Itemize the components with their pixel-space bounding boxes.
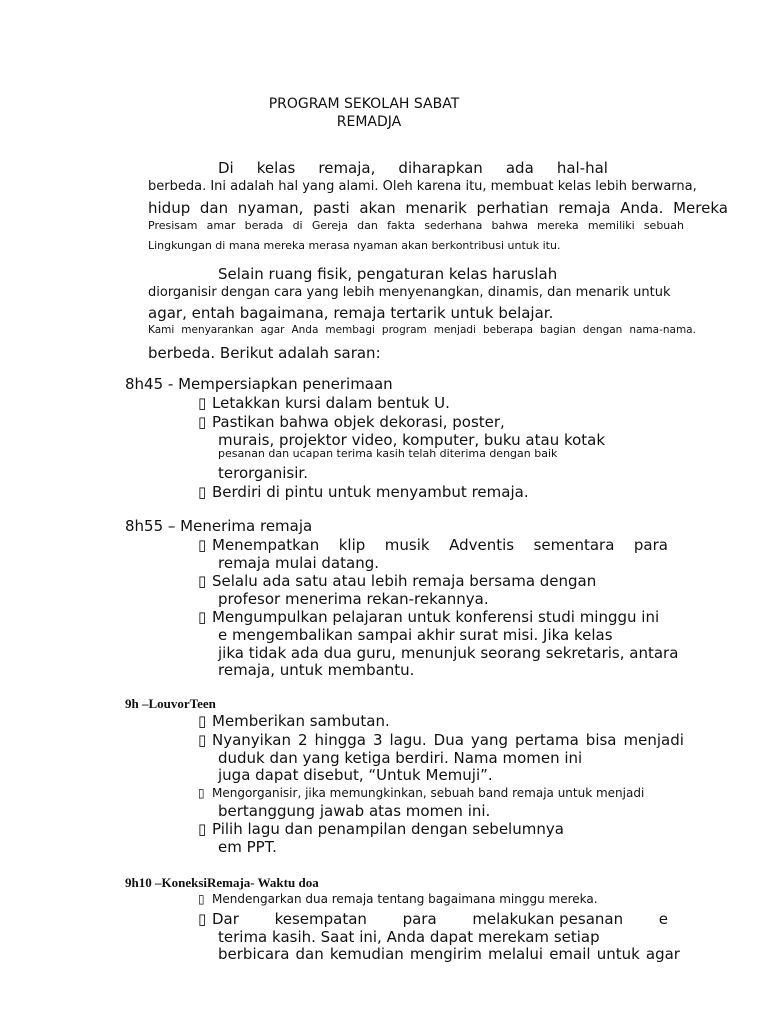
list-item: ▯ Letakkan kursi dalam bentuk U. — [198, 394, 450, 412]
justified-word: sederhana — [424, 219, 483, 232]
section-heading-9h10: 9h10 –KoneksiRemaja- Waktu doa — [125, 875, 319, 890]
list-item-continuation: bertanggung jawab atas momen ini. — [218, 802, 491, 820]
section-heading-8h45: 8h45 - Mempersiapkan penerimaan — [125, 375, 393, 393]
justified-word: Dua — [433, 731, 464, 749]
justified-word: sementara — [533, 536, 615, 554]
justified-word: memiliki — [587, 219, 635, 232]
list-item-continuation: terima kasih. Saat ini, Anda dapat merekam setiap — [218, 928, 600, 946]
justified-word: Di — [218, 159, 234, 177]
justified-word: berbicara — [218, 945, 290, 963]
justified-word: diharapkan — [398, 159, 483, 177]
justified-word: di — [292, 219, 303, 232]
justified-word: Anda — [291, 324, 319, 336]
justified-word: yang — [470, 731, 508, 749]
justified-word: hidup — [148, 199, 191, 217]
list-item: ▯ Pastikan bahwa objek dekorasi, poster, — [198, 413, 505, 431]
document-title: PROGRAM SEKOLAH SABAT — [268, 96, 460, 112]
bullet-icon: ▯ — [198, 786, 205, 800]
list-item-continuation: duduk dan yang ketiga berdiri. Nama momen ini — [218, 749, 583, 767]
list-item — [198, 732, 684, 749]
list-item — [198, 537, 668, 554]
bullet-icon: ▯ — [198, 394, 207, 412]
intro-p2-line1: Selain ruang fisik, pengaturan kelas haruslah — [218, 265, 558, 283]
justified-word: bahwa — [491, 219, 528, 232]
justified-word: Menempatkan — [212, 536, 320, 554]
justified-word: para — [402, 910, 437, 928]
intro-p1-line3 — [148, 200, 728, 217]
justified-word: musik — [384, 536, 430, 554]
bullet-icon: ▯ — [198, 608, 207, 626]
justified-word: ada — [505, 159, 534, 177]
intro-p1-line2: berbeda. Ini adalah hal yang alami. Oleh karena itu, membuat kelas lebih berwarna, — [148, 179, 697, 194]
justified-word: agar — [645, 945, 680, 963]
list-item-continuation — [218, 946, 680, 963]
bullet-icon: ▯ — [198, 413, 207, 431]
justified-word: dan — [199, 199, 229, 217]
justified-word: fakta — [387, 219, 416, 232]
justified-word: pertama — [515, 731, 579, 749]
justified-word: Kami — [148, 324, 175, 336]
justified-word: hal-hal — [556, 159, 608, 177]
justified-word: program — [381, 324, 427, 336]
justified-word: Mereka — [673, 199, 728, 217]
intro-p1-line4 — [148, 220, 684, 233]
justified-word: melakukan pesanan — [472, 910, 624, 928]
bullet-icon: ▯ — [198, 820, 207, 838]
justified-word: Presisam — [148, 219, 198, 232]
justified-word: melalui — [488, 945, 544, 963]
justified-word: email — [549, 945, 591, 963]
bullet-icon: ▯ — [198, 910, 207, 928]
list-item-continuation: remaja mulai datang. — [218, 554, 379, 572]
justified-word: mengirim — [409, 945, 482, 963]
list-item: ▯ Pilih lagu dan penampilan dengan sebelumnya — [198, 820, 564, 838]
list-item-continuation: terorganisir. — [218, 464, 308, 482]
justified-word: akan — [359, 199, 396, 217]
list-item — [198, 911, 668, 928]
intro-p2-line5: berbeda. Berikut adalah saran: — [148, 344, 381, 362]
justified-word: amar — [206, 219, 236, 232]
list-item-continuation: e mengembalikan sampai akhir surat misi. Jika kelas — [218, 626, 613, 644]
list-item-continuation: remaja, untuk membantu. — [218, 661, 415, 679]
justified-word: mereka — [537, 219, 579, 232]
justified-word: membagi — [325, 324, 375, 336]
list-item-continuation: em PPT. — [218, 838, 277, 856]
justified-word: agar — [260, 324, 285, 336]
justified-word: lagu. — [389, 731, 427, 749]
document-subtitle: REMADJA — [336, 114, 402, 130]
justified-word: 3 — [372, 731, 383, 749]
justified-word: kelas — [256, 159, 296, 177]
bullet-icon: ▯ — [198, 572, 207, 590]
intro-p1-line1 — [218, 160, 608, 177]
justified-word: untuk — [596, 945, 640, 963]
bullet-icon: ▯ — [198, 712, 207, 730]
list-item-continuation: jika tidak ada dua guru, menunjuk seorang sekretaris, antara — [218, 644, 679, 662]
justified-word: perhatian — [476, 199, 549, 217]
intro-p2-line4 — [148, 324, 696, 336]
list-item: ▯ Mengumpulkan pelajaran untuk konferensi studi minggu ini — [198, 608, 660, 626]
justified-word: Gereja — [311, 219, 348, 232]
section-heading-8h55: 8h55 – Menerima remaja — [125, 517, 313, 535]
justified-word: bagian — [540, 324, 576, 336]
list-item: ▯ Mendengarkan dua remaja tentang bagaimana minggu mereka. — [198, 892, 598, 906]
justified-word: Adventis — [449, 536, 515, 554]
justified-word: berada — [244, 219, 284, 232]
justified-word: menarik — [405, 199, 467, 217]
justified-word: e — [658, 910, 668, 928]
list-item: ▯ Mengorganisir, jika memungkinkan, sebuah band remaja untuk menjadi — [198, 786, 645, 800]
justified-word: Anda. — [620, 199, 664, 217]
justified-word: dan — [295, 945, 324, 963]
list-item-continuation: profesor menerima rekan-rekannya. — [218, 590, 489, 608]
list-item: ▯ Berdiri di pintu untuk menyambut remaja. — [198, 483, 529, 501]
bullet-icon: ▯ — [198, 483, 207, 501]
bullet-icon: ▯ — [198, 892, 205, 906]
section-heading-9h: 9h –LouvorTeen — [125, 696, 216, 711]
intro-p2-line2: diorganisir dengan cara yang lebih menyenangkan, dinamis, dan menarik untuk — [148, 285, 671, 300]
justified-word: kesempatan — [274, 910, 367, 928]
intro-p1-line5: Lingkungan di mana mereka merasa nyaman akan berkontribusi untuk itu. — [148, 239, 561, 252]
justified-word: Dar — [212, 910, 239, 928]
justified-word: klip — [338, 536, 366, 554]
justified-word: sebuah — [643, 219, 684, 232]
justified-word: menjadi — [623, 731, 684, 749]
list-item: ▯ Memberikan sambutan. — [198, 712, 390, 730]
list-item-continuation: pesanan dan ucapan terima kasih telah diterima dengan baik — [218, 447, 558, 460]
justified-word: bisa — [585, 731, 617, 749]
justified-word: dengan — [582, 324, 623, 336]
list-item: ▯ Selalu ada satu atau lebih remaja bersama dengan — [198, 572, 597, 590]
justified-word: dan — [357, 219, 378, 232]
justified-word: para — [633, 536, 668, 554]
justified-word: pasti — [313, 199, 350, 217]
justified-word: nyaman, — [237, 199, 304, 217]
justified-word: hingga — [314, 731, 366, 749]
list-item-continuation: murais, projektor video, komputer, buku atau kotak — [218, 431, 606, 449]
justified-word: kemudian — [329, 945, 404, 963]
justified-word: beberapa — [482, 324, 534, 336]
intro-p2-line3: agar, entah bagaimana, remaja tertarik untuk belajar. — [148, 304, 554, 322]
bullet-icon: ▯ — [198, 536, 207, 554]
justified-word: remaja, — [318, 159, 376, 177]
list-item-continuation: juga dapat disebut, “Untuk Memuji”. — [218, 766, 493, 784]
justified-word: menjadi — [433, 324, 476, 336]
bullet-icon: ▯ — [198, 731, 207, 749]
justified-word: remaja — [558, 199, 611, 217]
justified-word: nama-nama. — [629, 324, 696, 336]
justified-word: 2 — [297, 731, 308, 749]
justified-word: Nyanyikan — [212, 731, 291, 749]
justified-word: menyarankan — [181, 324, 254, 336]
